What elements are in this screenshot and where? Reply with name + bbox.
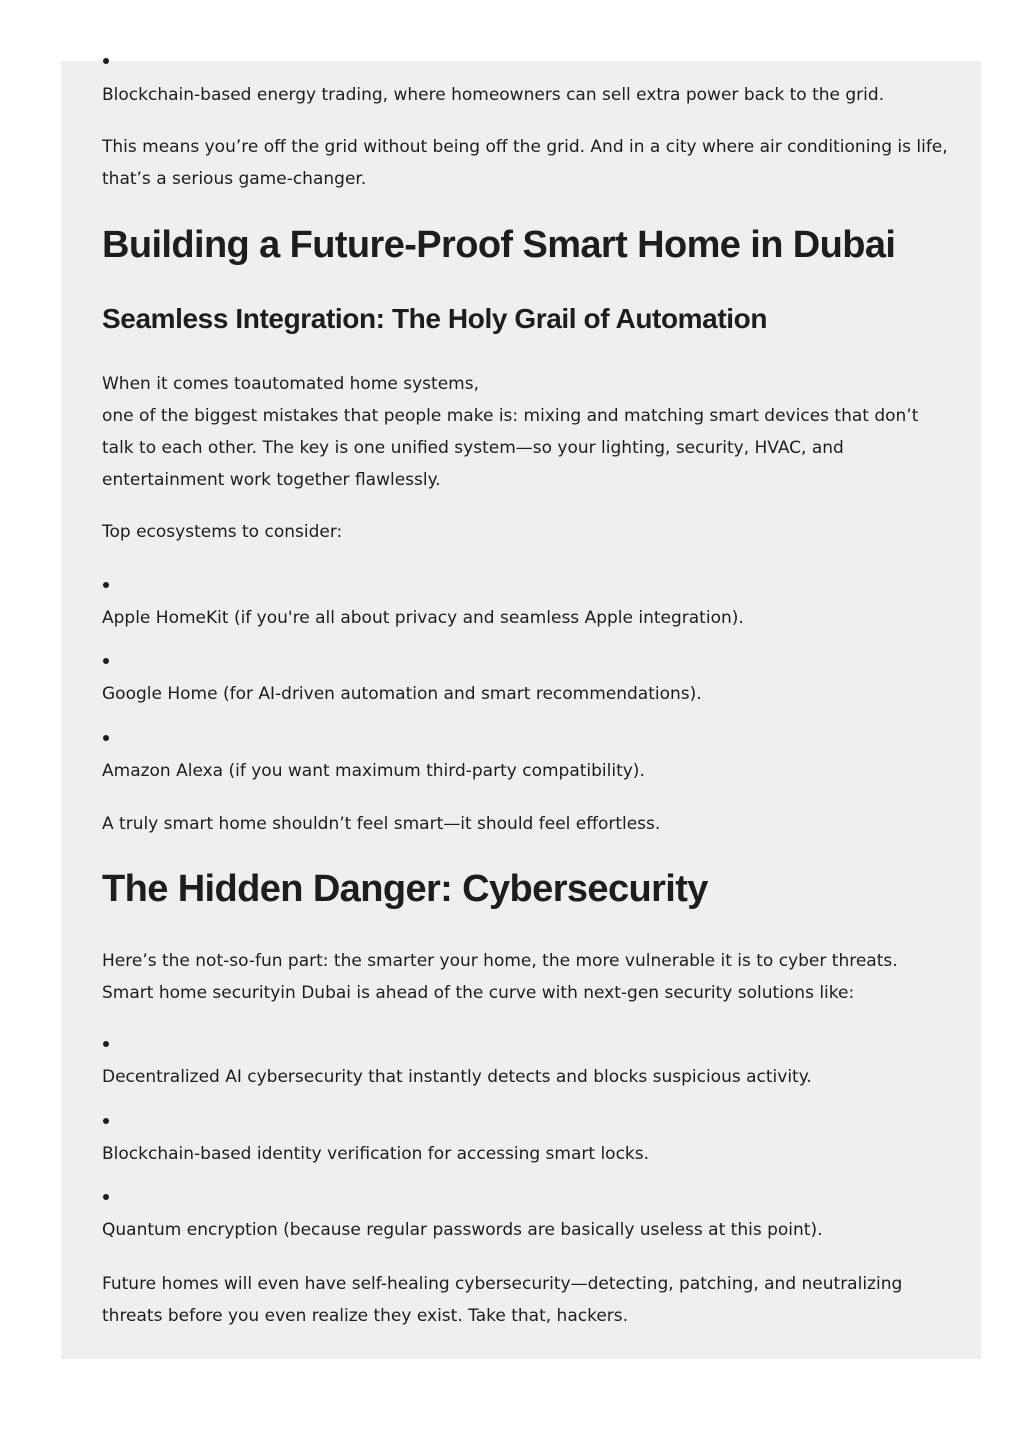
paragraph-line: Smart home securityin Dubai is ahead of the curve with next-gen security solutions like: — [102, 983, 855, 1003]
closing-line: A truly smart home shouldn’t feel smart—it should feel effortless. — [102, 814, 661, 834]
list-item-decentralized-ai: Decentralized AI cybersecurity that instantly detects and blocks suspicious activity. — [102, 1067, 812, 1087]
paragraph-line: that’s a serious game-changer. — [102, 169, 367, 189]
ecosystems-intro: Top ecosystems to consider: — [102, 522, 343, 542]
list-item-quantum-encryption: Quantum encryption (because regular passwords are basically useless at this point). — [102, 1220, 823, 1240]
paragraph-line: one of the biggest mistakes that people make is: mixing and matching smart devices that don’t — [102, 406, 919, 426]
list-item-google-home: Google Home (for AI-driven automation and smart recommendations). — [102, 684, 702, 704]
section-heading-future-proof: Building a Future-Proof Smart Home in Dubai — [102, 224, 896, 266]
list-bullet — [103, 582, 109, 588]
list-item-apple-homekit: Apple HomeKit (if you're all about privacy and seamless Apple integration). — [102, 608, 744, 628]
paragraph-line: Here’s the not-so-fun part: the smarter your home, the more vulnerable it is to cyber threats. — [102, 951, 898, 971]
list-item-energy-trading: Blockchain-based energy trading, where homeowners can sell extra power back to the grid. — [102, 85, 885, 105]
list-bullet — [103, 1118, 109, 1124]
list-item-blockchain-identity: Blockchain-based identity verification for accessing smart locks. — [102, 1144, 650, 1164]
list-bullet — [103, 58, 109, 64]
paragraph-line: threats before you even realize they exist. Take that, hackers. — [102, 1306, 629, 1326]
list-item-amazon-alexa: Amazon Alexa (if you want maximum third-party compatibility). — [102, 761, 645, 781]
paragraph-line: entertainment work together flawlessly. — [102, 470, 441, 490]
section-heading-cybersecurity: The Hidden Danger: Cybersecurity — [102, 868, 708, 910]
paragraph-line: This means you’re off the grid without being off the grid. And in a city where air conditioning is life, — [102, 137, 948, 157]
list-bullet — [103, 658, 109, 664]
list-bullet — [103, 1194, 109, 1200]
paragraph-line: talk to each other. The key is one unified system—so your lighting, security, HVAC, and — [102, 438, 844, 458]
subheading-seamless-integration: Seamless Integration: The Holy Grail of Automation — [102, 303, 768, 334]
list-bullet — [103, 1041, 109, 1047]
paragraph-line: Future homes will even have self-healing cybersecurity—detecting, patching, and neutralizing — [102, 1274, 903, 1294]
list-bullet — [103, 735, 109, 741]
paragraph-line: When it comes toautomated home systems, — [102, 374, 479, 394]
